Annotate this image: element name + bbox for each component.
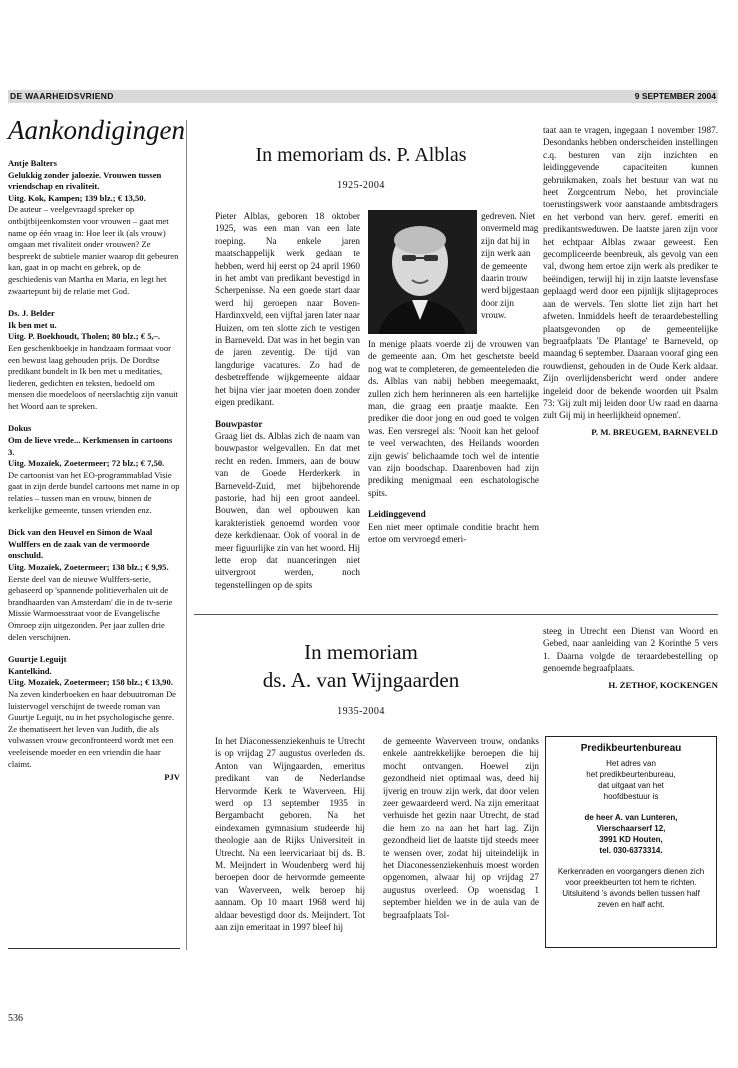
box-contact-city: 3991 KD Houten, xyxy=(599,835,663,844)
announcement-title: Kantelkind. xyxy=(8,665,52,676)
column-end-rule xyxy=(8,948,180,949)
box-line: het predikbeurtenbureau, xyxy=(586,770,676,779)
box-contact-phone: tel. 030-6373314. xyxy=(599,846,663,855)
announcement-author: Ds. J. Belder xyxy=(8,308,55,319)
memoriam1-column-c xyxy=(543,124,718,438)
box-line: dat uitgaat van het xyxy=(598,781,664,790)
memoriam1-paragraph: In menige plaats voerde zij de vrouwen van de gemeente aan. Om het geschetste beeld nog wat te completeren, de gemeenteleden die ds. Alblas van nabij hebben meegemaakt, zullen zich hem herinneren als een hartelijke man, die graag een praatje maakte. Een prediker die door jong en oud goed te volgen was. Een versregel als: 'Nooit kan het geloof te veel verwachten, des Heilands woorden zijn gewis' belichaamde toch wel de intentie van zijn boodschap. Daarenboven had zijn prediking menigmaal een eschatologische spits. xyxy=(368,339,539,498)
announcement-publisher: Uitg. Mozaïek, Zoetermeer; 72 blz.; € 7,50. xyxy=(8,458,165,469)
announcement xyxy=(8,308,180,412)
memoriam2-signature: H. ZETHOF, KOCKENGEN xyxy=(608,679,718,690)
announcement-text: Eerste deel van de nieuwe Wulffers-serie, gebaseerd op 'spannende politieverhalen uit de brandhaarden van Amsterdam' die in de tv-serie Missie Warmoesstraat voor de Evangelische Omroep zijn uitgezonden. Per jaar zullen drie delen verschijnen. xyxy=(8,573,173,642)
announcement-author: Antje Balters xyxy=(8,158,57,168)
announcement-text: Een geschenkboekje in handzaam formaat voor een bewust laag gehouden prijs. De Dordtse predikant bundelt in Ik ben met u meditaties, liederen, gedichten en teksten, bedoeld om mensen die moedeloos of neerslachtig zijn vanuit het Woord aan te spreken. xyxy=(8,342,178,411)
box-title: Predikbeurtenbureau xyxy=(580,743,682,754)
announcement-publisher: Uitg. P. Boekhoudt, Tholen; 80 blz.; € 5,–. xyxy=(8,331,161,342)
announcement xyxy=(8,527,180,643)
header-bar xyxy=(8,90,718,103)
memoriam2-column-b xyxy=(383,735,539,921)
box-note: Kerkenraden en voorgangers dienen zich voor preekbeurten tot hem te richten. xyxy=(557,867,705,887)
memoriam2-title-line: In memoriam xyxy=(304,640,418,664)
memoriam2-paragraph: steeg in Utrecht een Dienst van Woord en Gebed, naar aanleiding van 2 Korinthe 5 vers 1. Daarna volgde de teraardebestelling op genoemde begraafplaats. xyxy=(543,626,718,674)
publication-name: DE WAARHEIDSVRIEND xyxy=(10,91,114,101)
announcement-text: Na zeven kinderboeken en haar debuutroman De luistervogel verschijnt de tweede roman van Guurtje Leguijt, nu in het psychologische genre. Ze thematiseert het leven van Judith, die als volwassen vrouw geconfronteerd wordt met een veeleisende moeder en een vriendin die haar claimt. xyxy=(8,688,176,769)
announcement-author: Dick van den Heuvel en Simon de Waal xyxy=(8,527,153,538)
portrait-image xyxy=(368,210,477,334)
box-line: hoofdbestuur is xyxy=(603,792,659,801)
memoriam1-paragraph: gedreven. Niet onvermeld mag zijn dat hij in zijn werk aan de gemeente daarin trouw werd bijgestaan door zijn vrouw. xyxy=(481,211,539,321)
box-contact-name: de heer A. van Lunteren, xyxy=(584,813,678,822)
memoriam2-paragraph: de gemeente Waverveen trouw, ondanks enkele aantrekkelijke beroepen die hij mocht ontvangen. Hoewel zijn gezondheid niet optimaal was, deed hij ijverig en trouw zijn werk, dat door velen zeer gewaardeerd werd. Na zijn emeritaat verhuisde het gezin naar Utrecht, de stad die hem zo na aan het hart lag. Zijn gezondheid liet de laatste tijd steeds meer te wensen over, zodat hij uiteindelijk in het Diaconessenziekenhuis moest worden opgenomen, alwaar hij op vrijdag 27 augustus overleed. Op woensdag 1 september hielden we in de aula van de begraafplaats Tol- xyxy=(383,736,539,920)
memoriam2-title-line: ds. A. van Wijngaarden xyxy=(262,668,460,692)
memoriam1-column-b-top xyxy=(481,210,539,322)
memoriam2-years: 1935-2004 xyxy=(337,706,385,717)
article-divider xyxy=(194,614,718,615)
memoriam2-column-a xyxy=(215,735,365,934)
memoriam1-subhead: Bouwpastor xyxy=(215,418,263,429)
announcement-publisher: Uitg. Mozaïek, Zoetermeer; 138 blz.; € 9,95. xyxy=(8,562,169,572)
predikbeurtenbureau-box xyxy=(545,736,717,948)
memoriam1-column-b xyxy=(368,338,539,546)
memoriam1-signature: P. M. BREUGEM, BARNEVELD xyxy=(591,426,718,437)
announcement-text: De auteur – veelgevraagd spreker op ontbijtbijeenkomsten voor vrouwen – gaat met name op één vraag in: Hoe leer ik (als vrouw) omgaan met rivaliteit onder vrouwen? Ze bespreekt de subtiele manier waarop dit gebeuren kan, gaat in op macht en gebrek, op de geschiedenis van Martha en Maria, en legt het zwaartepunt bij de relatie met God. xyxy=(8,204,179,296)
announcement xyxy=(8,423,180,516)
memoriam1-column-a xyxy=(215,210,360,591)
column-divider xyxy=(186,120,187,950)
announcement-author: Dokus xyxy=(8,423,32,434)
page-number: 536 xyxy=(8,1013,23,1024)
memoriam1-paragraph: Graag liet ds. Alblas zich de naam van bouwpastor welgevallen. En dat met recht en reden. Immers, aan de bouw van de Goede Herderkerk in Barneveld-Zuid, met bijbehorende pastorie, had hij een groot aandeel. Bouwen, dan wel opbouwen kan karakteristiek genoemd worden voor deze kerkdienaar. Ook of vooral in de meer figuurlijke zin van het woord. Hij lette erop dat nuanceringen niet uitvergroot werden, noch tegenstellingen op de spits xyxy=(215,430,360,590)
announcement xyxy=(8,654,180,784)
announcement xyxy=(8,158,180,297)
box-note: Uitsluitend 's avonds bellen tussen half zeven en half acht. xyxy=(562,889,700,909)
announcement-initials: PJV xyxy=(164,772,180,783)
memoriam1-subhead: Leidinggevend xyxy=(368,509,426,520)
memoriam1-years: 1925-2004 xyxy=(337,180,385,191)
section-title: Aankondigingen xyxy=(8,115,185,145)
memoriam2-paragraph: In het Diaconessenziekenhuis te Utrecht is op vrijdag 27 augustus overleden ds. Anton van Wijngaarden, emeritus predikant van de Nederlandse Hervormde Kerk te Waverveen. Hij werd op 13 september 1935 in Bergambacht geboren. Na het eindexamen gymnasium studeerde hij theologie aan de Rijks Universiteit in Utrecht. Na een leervicariaat bij ds. B. M. Meijndert in Woudenberg werd hij beroepen door de hervormde gemeente van Waverveen, welk beroep hij aannam. Op 10 maart 1968 werd hij aldaar bevestigd door ds. Meijndert. Tot aan zijn emeritaat in 1997 bleef hij xyxy=(215,736,365,933)
announcements-column xyxy=(8,158,180,795)
memoriam1-paragraph: Een niet meer optimale conditie bracht hem ertoe om vervroegd emeri- xyxy=(368,521,539,545)
announcement-publisher: Uitg. Mozaïek, Zoetermeer; 158 blz.; € 13,90. xyxy=(8,677,173,688)
announcement-title: Wulffers en de zaak van de vermoorde onschuld. xyxy=(8,538,150,561)
announcement-title: Gelukkig zonder jaloezie. Vrouwen tussen vriendschap en rivaliteit. xyxy=(8,169,162,192)
announcement-title: Ik ben met u. xyxy=(8,319,57,330)
portrait-photo xyxy=(368,210,477,334)
memoriam1-paragraph: taat aan te vragen, ingegaan 1 november 1987. Desondanks hebben onderscheiden instellingen c.q. besturen van zijn inzichten en leidinggevende capaciteiten kunnen gebruikmaken, zoals het bestuur van wat nu heet Zorgcentrum Nebo, het provinciale toerustingswerk voor aanstaande ambtsdragers en het verbond van herv. geref. emeriti en predikantsweduwen. De laatste jaren zijn voor het echtpaar Alblas zwaar geweest. Een gecompliceerde beenbreuk, als gevolg van een val, dwong hem ertoe zijn werk als prediker te beëindigen, terwijl hij in zijn laatste levensfase geplaagd werd door een pijnlijk slijtageproces aan de wervels. Ten slotte liet zijn hart het afweten. Inmiddels heeft de teraardebestelling plaatsgevonden op de gemeentelijke begraafplaats 'De Plantage' te Barneveld, op maandag 6 september. Daaraan vooraf ging een rouwdienst, gehouden in de Oude Kerk aldaar. Zijn overlijdensbericht werd onder andere ingeleid door de bekende woorden uit Psalm 73: 'Gij zult mij leiden door Uw raad en daarna zult Gij mij in heerlijkheid opnemen'. xyxy=(543,125,718,421)
memoriam2-column-c xyxy=(543,625,718,691)
announcement-publisher: Uitg. Kok, Kampen; 139 blz.; € 13,50. xyxy=(8,192,146,203)
announcement-text: De cartoonist van het EO-programmablad Visie gaat in zijn derde bundel cartoons met name in op relaties – tussen man en vrouw, binnen de kerkelijke gemeente, tussen vrienden enz. xyxy=(8,469,180,515)
memoriam2-title xyxy=(194,638,528,694)
issue-date: 9 SEPTEMBER 2004 xyxy=(634,91,716,101)
memoriam1-title: In memoriam ds. P. Alblas xyxy=(255,144,467,166)
announcement-author: Guurtje Leguijt xyxy=(8,654,67,665)
memoriam1-paragraph: Pieter Alblas, geboren 18 oktober 1925, was een man van een late roeping. Na enkele jaren maatschappelijk werk gedaan te hebben, werd hij eerst op 24 april 1960 in het ambt van predikant bevestigd in Scherpenisse. Na een goede start daar werd hij geroepen naar Boven-Hardinxveld, een vijftal jaren later naar Huizen, om ten slotte zich te vestigen in Barneveld. Dat was in het begin van de jaren zeventig. De tijd van langdurige vacatures. Zo had de desbetreffende wijkgemeente aldaar het bijna vier jaar moeten doen zonder eigen predikant. xyxy=(215,211,360,408)
announcement-title: Om de lieve vrede... Kerkmensen in cartoons 3. xyxy=(8,435,173,457)
box-contact-street: Vierschaarserf 12, xyxy=(596,824,666,833)
box-line: Het adres van xyxy=(606,759,656,768)
